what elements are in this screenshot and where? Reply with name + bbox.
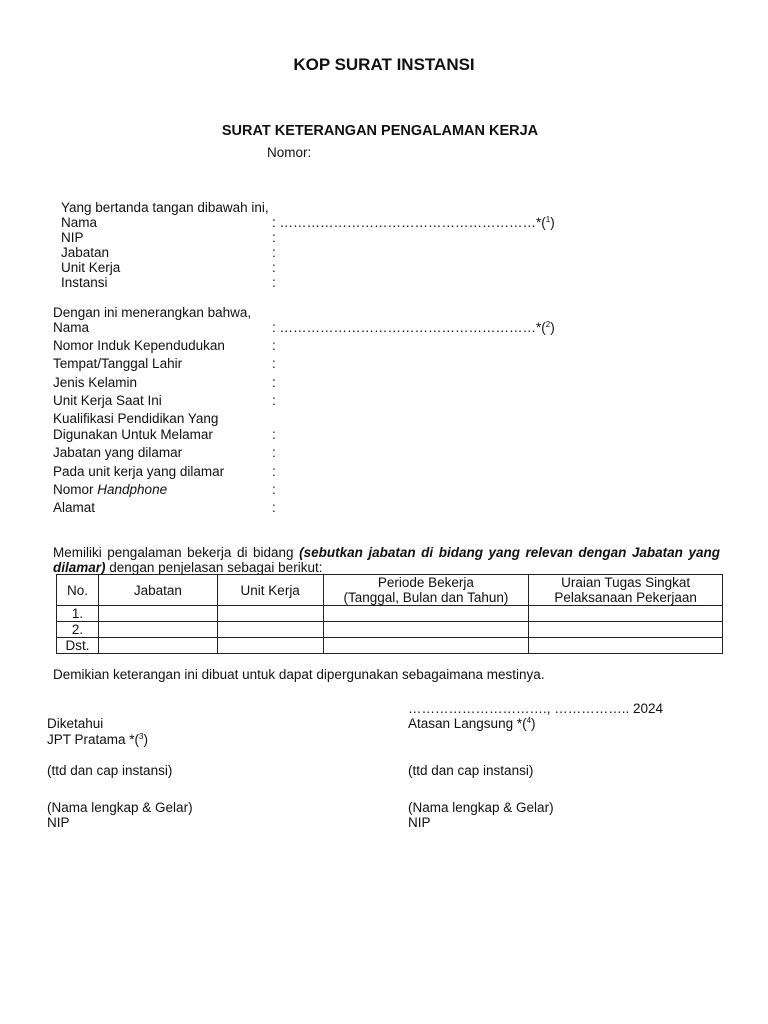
table-row bbox=[57, 638, 723, 654]
signer-instansi-value: : bbox=[272, 275, 276, 290]
document-title: SURAT KETERANGAN PENGALAMAN KERJA bbox=[221, 123, 539, 139]
table-cell: 1. bbox=[57, 606, 99, 622]
signer-name-label: Nama bbox=[61, 215, 98, 230]
table-cell: Dst. bbox=[57, 638, 99, 654]
subject-birth-label: Tempat/Tanggal Lahir bbox=[53, 356, 183, 371]
subject-applied-unit-label: Pada unit kerja yang dilamar bbox=[53, 464, 225, 479]
subject-applied-unit-value: : bbox=[272, 464, 276, 479]
header-uraian: Uraian Tugas Singkat Pelaksanaan Pekerjaan bbox=[529, 575, 723, 606]
table-cell bbox=[323, 638, 529, 654]
table-row bbox=[57, 606, 723, 622]
signer-unit-label: Unit Kerja bbox=[61, 260, 121, 275]
subject-nik-value: : bbox=[272, 338, 276, 353]
subject-phone-value: : bbox=[272, 482, 276, 497]
signer-nip-value: : bbox=[272, 230, 276, 245]
table-cell bbox=[98, 606, 217, 622]
experience-table bbox=[56, 574, 723, 654]
closing-statement: Demikian keterangan ini dibuat untuk dapat dipergunakan sebagaimana mestinya. bbox=[53, 667, 545, 682]
subject-address-value: : bbox=[272, 500, 276, 515]
left-signer-known: Diketahui bbox=[47, 716, 104, 731]
signer-nip-label: NIP bbox=[61, 230, 84, 245]
signer-jabatan-value: : bbox=[272, 245, 276, 260]
table-cell bbox=[529, 622, 723, 638]
signer-name-value: : …………………………………………………*($^1$) bbox=[272, 215, 555, 230]
signer-jabatan-label: Jabatan bbox=[61, 245, 110, 260]
letterhead: KOP SURAT INSTANSI bbox=[293, 55, 475, 74]
subject-gender-value: : bbox=[272, 375, 276, 390]
table-cell bbox=[98, 622, 217, 638]
table-cell bbox=[98, 638, 217, 654]
table-cell bbox=[217, 638, 323, 654]
subject-qualification-value: : bbox=[272, 427, 276, 442]
table-cell bbox=[529, 638, 723, 654]
subject-current-unit-value: : bbox=[272, 393, 276, 408]
table-cell bbox=[323, 606, 529, 622]
table-header-row bbox=[57, 575, 723, 606]
subject-applied-position-value: : bbox=[272, 445, 276, 460]
subject-nik-label: Nomor Induk Kependudukan bbox=[53, 338, 225, 353]
left-signer-nip: NIP bbox=[47, 815, 70, 830]
table-cell bbox=[323, 622, 529, 638]
subject-current-unit-label: Unit Kerja Saat Ini bbox=[53, 393, 162, 408]
table-cell: 2. bbox=[57, 622, 99, 638]
right-signer-name: (Nama lengkap & Gelar) bbox=[408, 800, 554, 815]
table-cell bbox=[217, 622, 323, 638]
header-jabatan: Jabatan bbox=[98, 575, 217, 606]
signature-date-line: …………………………., …………….. 2024 bbox=[408, 701, 664, 716]
experience-paragraph: Memiliki pengalaman bekerja di bidang (sebutkan jabatan di bidang yang relevan dengan Jabatan yang dilamar) dengan penjelasan sebagai berikut: bbox=[53, 545, 720, 575]
left-signer-title: JPT Pratama *($^3$) bbox=[47, 732, 148, 747]
subject-intro: Dengan ini menerangkan bahwa, bbox=[53, 305, 252, 320]
subject-phone-label: Nomor Handphone bbox=[53, 482, 168, 497]
header-no: No. bbox=[57, 575, 99, 606]
subject-gender-label: Jenis Kelamin bbox=[53, 375, 138, 390]
subject-address-label: Alamat bbox=[53, 500, 96, 515]
subject-birth-value: : bbox=[272, 356, 276, 371]
signer-instansi-label: Instansi bbox=[61, 275, 108, 290]
subject-name-value: : …………………………………………………*($^2$) bbox=[272, 320, 555, 335]
subject-qualification-label-2: Digunakan Untuk Melamar bbox=[53, 427, 213, 442]
signer-unit-value: : bbox=[272, 260, 276, 275]
left-signature-stamp: (ttd dan cap instansi) bbox=[47, 763, 173, 778]
table-cell bbox=[529, 606, 723, 622]
right-signature-stamp: (ttd dan cap instansi) bbox=[408, 763, 534, 778]
signer-intro: Yang bertanda tangan dibawah ini, bbox=[61, 200, 269, 215]
table-cell bbox=[217, 606, 323, 622]
subject-qualification-label-1: Kualifikasi Pendidikan Yang bbox=[53, 411, 219, 426]
header-unit-kerja: Unit Kerja bbox=[217, 575, 323, 606]
right-signer-nip: NIP bbox=[408, 815, 431, 830]
subject-applied-position-label: Jabatan yang dilamar bbox=[53, 445, 183, 460]
document-number-label: Nomor: bbox=[267, 145, 312, 160]
right-signer-title: Atasan Langsung *($^4$) bbox=[408, 716, 536, 731]
table-row bbox=[57, 622, 723, 638]
left-signer-name: (Nama lengkap & Gelar) bbox=[47, 800, 193, 815]
subject-name-label: Nama bbox=[53, 320, 90, 335]
header-periode: Periode Bekerja (Tanggal, Bulan dan Tahun) bbox=[323, 575, 529, 606]
